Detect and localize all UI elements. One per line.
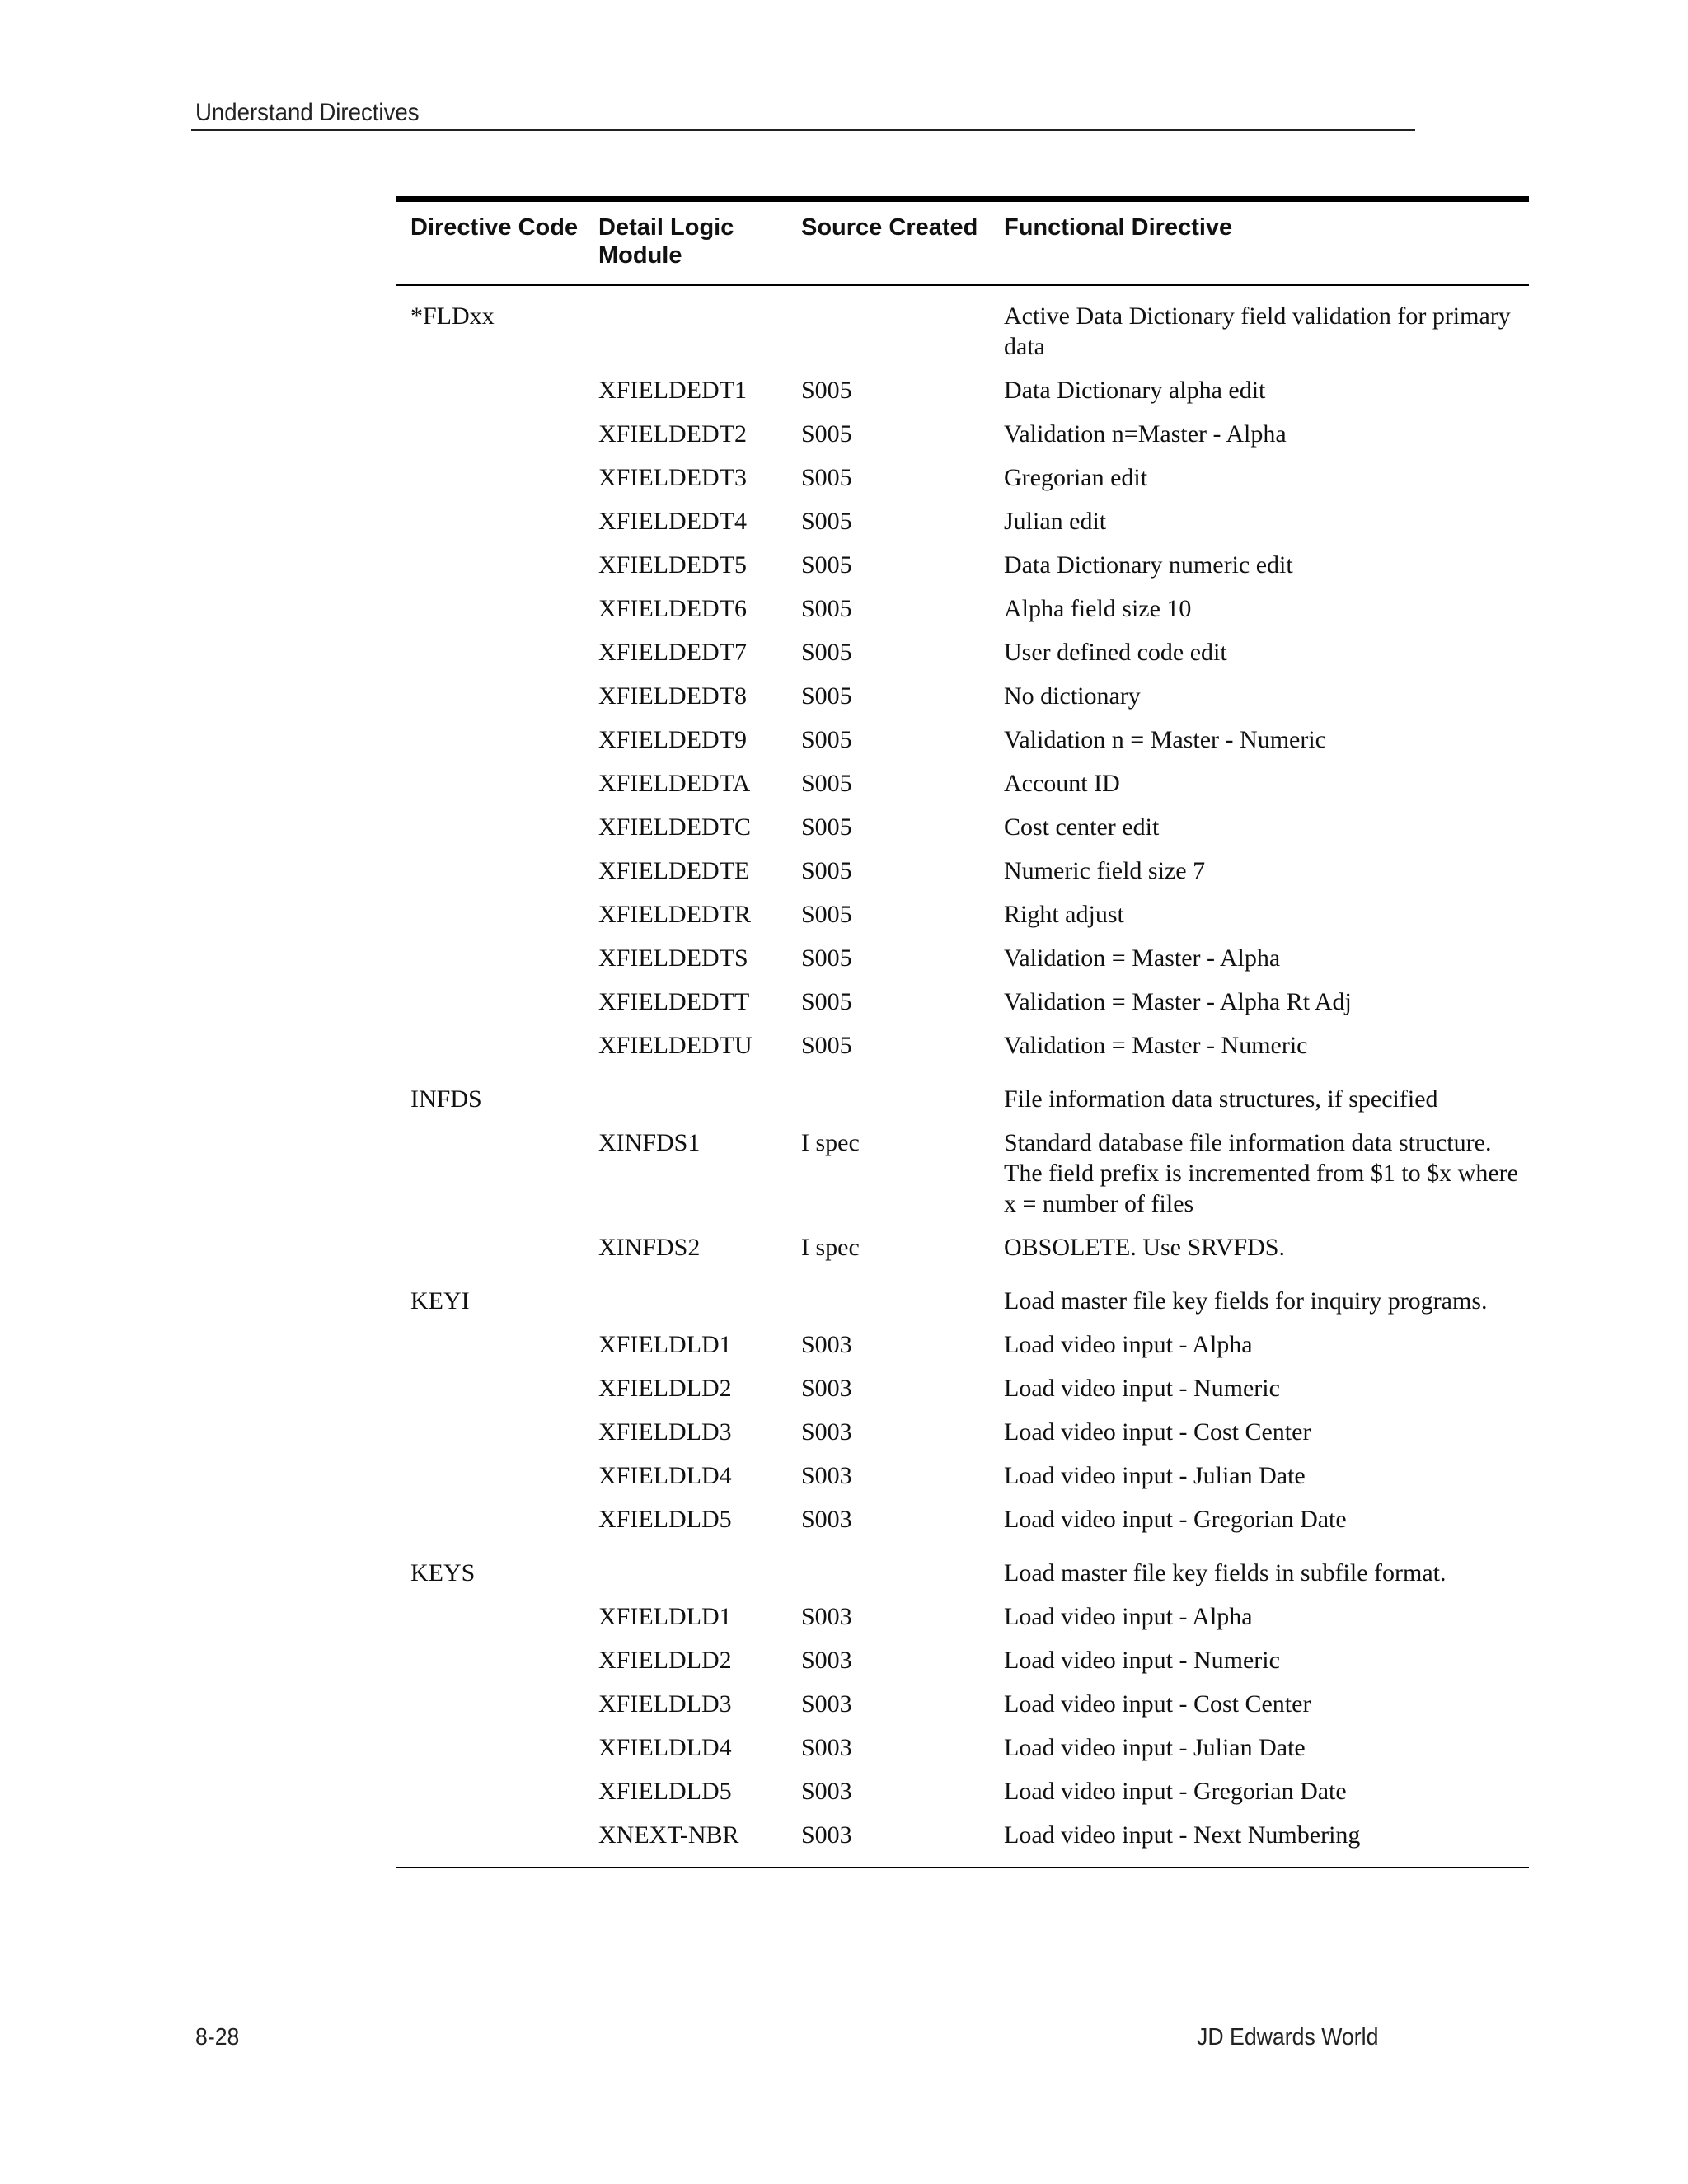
table-row xyxy=(396,1024,1529,1067)
table-row xyxy=(396,1323,1529,1366)
table-body xyxy=(396,286,1529,1857)
table-row xyxy=(396,1813,1529,1857)
cell-functional-directive: Active Data Dictionary field validation for primary data xyxy=(1004,302,1511,360)
cell-functional-directive: OBSOLETE. Use SRVFDS. xyxy=(1004,1234,1285,1261)
column-header-source-created: Source Created xyxy=(801,214,978,241)
cell-detail-logic-module: XFIELDEDT2 xyxy=(598,420,747,448)
cell-functional-directive: Right adjust xyxy=(1004,901,1124,928)
cell-detail-logic-module: XFIELDLD2 xyxy=(598,1647,732,1674)
cell-directive-code xyxy=(396,1732,598,1763)
cell-detail-logic-module: XFIELDEDT9 xyxy=(598,726,747,753)
cell-source-created: S003 xyxy=(801,1418,852,1446)
cell-functional-directive: Load video input - Cost Center xyxy=(1004,1418,1311,1446)
cell-source-created: S005 xyxy=(801,508,852,535)
cell-directive-code xyxy=(396,1373,598,1404)
cell-directive-code xyxy=(396,375,598,405)
cell-source-created: I spec xyxy=(801,1234,860,1261)
cell-functional-directive: Account ID xyxy=(1004,770,1120,797)
cell-directive-code xyxy=(396,462,598,493)
cell-functional-directive: Data Dictionary alpha edit xyxy=(1004,377,1266,404)
cell-source-created: S005 xyxy=(801,464,852,491)
cell-directive-code xyxy=(396,1417,598,1447)
cell-detail-logic-module: XFIELDEDT8 xyxy=(598,682,747,710)
cell-directive-code: KEYI xyxy=(410,1287,470,1315)
cell-detail-logic-module: XFIELDEDTS xyxy=(598,944,748,972)
table-row xyxy=(396,1682,1529,1726)
cell-detail-logic-module: XFIELDEDT5 xyxy=(598,551,747,579)
table-row xyxy=(396,1769,1529,1813)
table-row xyxy=(396,805,1529,849)
cell-detail-logic-module: XFIELDLD3 xyxy=(598,1418,732,1446)
cell-directive-code xyxy=(396,637,598,668)
cell-functional-directive: Load video input - Alpha xyxy=(1004,1331,1253,1358)
cell-directive-code xyxy=(396,1460,598,1491)
cell-directive-code xyxy=(396,812,598,842)
column-header-functional-directive: Functional Directive xyxy=(1004,214,1233,241)
cell-detail-logic-module xyxy=(598,1558,801,1588)
cell-source-created: S005 xyxy=(801,770,852,797)
cell-directive-code: KEYS xyxy=(410,1559,476,1586)
cell-source-created: S003 xyxy=(801,1331,852,1358)
cell-directive-code xyxy=(396,1820,598,1850)
table-row xyxy=(396,1269,1529,1323)
table-row xyxy=(396,849,1529,893)
cell-source-created: S005 xyxy=(801,420,852,448)
cell-detail-logic-module: XFIELDLD5 xyxy=(598,1778,732,1805)
cell-directive-code xyxy=(396,1127,598,1219)
cell-source-created: S005 xyxy=(801,377,852,404)
cell-detail-logic-module: XFIELDEDT6 xyxy=(598,595,747,622)
table-row xyxy=(396,1726,1529,1769)
cell-detail-logic-module: XFIELDEDTR xyxy=(598,901,751,928)
cell-detail-logic-module xyxy=(598,1286,801,1316)
cell-functional-directive: Load video input - Gregorian Date xyxy=(1004,1778,1347,1805)
cell-detail-logic-module: XFIELDLD4 xyxy=(598,1734,732,1761)
cell-source-created: S003 xyxy=(801,1734,852,1761)
cell-directive-code xyxy=(396,943,598,973)
cell-directive-code xyxy=(396,550,598,580)
cell-detail-logic-module: XINFDS2 xyxy=(598,1234,701,1261)
cell-source-created: S003 xyxy=(801,1690,852,1718)
cell-functional-directive: Alpha field size 10 xyxy=(1004,595,1192,622)
cell-source-created: S005 xyxy=(801,639,852,666)
cell-directive-code xyxy=(396,419,598,449)
page-number: 8-28 xyxy=(195,2024,240,2050)
cell-source-created: S005 xyxy=(801,901,852,928)
cell-source-created xyxy=(801,1286,1004,1316)
cell-directive-code xyxy=(396,1232,598,1263)
table-row xyxy=(396,980,1529,1024)
cell-source-created: S003 xyxy=(801,1375,852,1402)
cell-source-created: S005 xyxy=(801,682,852,710)
cell-source-created: S005 xyxy=(801,988,852,1015)
cell-functional-directive: Numeric field size 7 xyxy=(1004,857,1206,884)
cell-functional-directive: Load master file key fields in subfile format. xyxy=(1004,1559,1447,1586)
cell-detail-logic-module: XFIELDEDTA xyxy=(598,770,751,797)
cell-directive-code xyxy=(396,768,598,799)
cell-directive-code xyxy=(396,506,598,537)
cell-functional-directive: Cost center edit xyxy=(1004,813,1160,841)
cell-detail-logic-module: XFIELDLD4 xyxy=(598,1462,732,1489)
cell-directive-code: INFDS xyxy=(410,1085,482,1113)
cell-detail-logic-module xyxy=(598,1084,801,1114)
cell-detail-logic-module: XFIELDEDT4 xyxy=(598,508,747,535)
cell-detail-logic-module: XFIELDEDT1 xyxy=(598,377,747,404)
cell-functional-directive: Validation n=Master - Alpha xyxy=(1004,420,1287,448)
cell-detail-logic-module: XFIELDEDTU xyxy=(598,1032,753,1059)
cell-source-created: S003 xyxy=(801,1506,852,1533)
cell-source-created: I spec xyxy=(801,1129,860,1156)
table-row xyxy=(396,1410,1529,1454)
table-row xyxy=(396,1595,1529,1638)
cell-directive-code xyxy=(396,855,598,886)
table-header-row xyxy=(396,202,1529,284)
cell-directive-code xyxy=(396,724,598,755)
cell-detail-logic-module xyxy=(598,301,801,362)
cell-functional-directive: Load video input - Numeric xyxy=(1004,1647,1280,1674)
cell-functional-directive: Gregorian edit xyxy=(1004,464,1148,491)
running-header-title: Understand Directives xyxy=(195,99,420,126)
table-row xyxy=(396,1226,1529,1269)
cell-directive-code xyxy=(396,1689,598,1719)
cell-source-created: S005 xyxy=(801,595,852,622)
table-row xyxy=(396,1497,1529,1541)
cell-source-created: S003 xyxy=(801,1603,852,1630)
cell-functional-directive: Validation n = Master - Numeric xyxy=(1004,726,1326,753)
cell-detail-logic-module: XFIELDLD1 xyxy=(598,1331,732,1358)
cell-detail-logic-module: XNEXT-NBR xyxy=(598,1821,739,1849)
cell-source-created: S003 xyxy=(801,1647,852,1674)
cell-functional-directive: No dictionary xyxy=(1004,682,1141,710)
cell-detail-logic-module: XFIELDEDTC xyxy=(598,813,751,841)
cell-functional-directive: Validation = Master - Alpha Rt Adj xyxy=(1004,988,1352,1015)
cell-detail-logic-module: XFIELDLD5 xyxy=(598,1506,732,1533)
cell-directive-code xyxy=(396,899,598,930)
table-row xyxy=(396,587,1529,630)
table-row xyxy=(396,718,1529,762)
header-rule xyxy=(191,129,1415,131)
table-bottom-rule xyxy=(396,1867,1529,1868)
cell-source-created: S005 xyxy=(801,944,852,972)
cell-source-created: S003 xyxy=(801,1778,852,1805)
cell-detail-logic-module: XFIELDEDTT xyxy=(598,988,750,1015)
column-header-detail-logic-module: Detail Logic Module xyxy=(598,214,734,269)
cell-functional-directive: User defined code edit xyxy=(1004,639,1227,666)
table-row xyxy=(396,674,1529,718)
table-row xyxy=(396,412,1529,456)
cell-directive-code xyxy=(396,1776,598,1807)
table-row xyxy=(396,762,1529,805)
cell-directive-code xyxy=(396,1030,598,1061)
cell-functional-directive: Validation = Master - Numeric xyxy=(1004,1032,1308,1059)
table-row xyxy=(396,1067,1529,1121)
table-row xyxy=(396,893,1529,936)
cell-source-created: S005 xyxy=(801,726,852,753)
cell-directive-code xyxy=(396,1504,598,1535)
cell-functional-directive: Validation = Master - Alpha xyxy=(1004,944,1281,972)
cell-detail-logic-module: XFIELDLD3 xyxy=(598,1690,732,1718)
cell-source-created: S005 xyxy=(801,1032,852,1059)
cell-detail-logic-module: XINFDS1 xyxy=(598,1129,701,1156)
cell-functional-directive: Data Dictionary numeric edit xyxy=(1004,551,1293,579)
table-row xyxy=(396,456,1529,499)
cell-functional-directive: Julian edit xyxy=(1004,508,1107,535)
cell-directive-code xyxy=(396,681,598,711)
table-row xyxy=(396,630,1529,674)
cell-functional-directive: Load video input - Julian Date xyxy=(1004,1734,1306,1761)
cell-directive-code xyxy=(396,593,598,624)
table-top-rule xyxy=(396,196,1529,202)
cell-detail-logic-module: XFIELDEDTE xyxy=(598,857,750,884)
cell-source-created: S005 xyxy=(801,813,852,841)
footer-product-name: JD Edwards World xyxy=(1197,2024,1379,2050)
cell-detail-logic-module: XFIELDEDT3 xyxy=(598,464,747,491)
column-header-directive-code: Directive Code xyxy=(410,214,579,241)
cell-source-created xyxy=(801,301,1004,362)
cell-directive-code: *FLDxx xyxy=(410,302,495,330)
cell-source-created: S005 xyxy=(801,857,852,884)
table-row xyxy=(396,1638,1529,1682)
cell-source-created xyxy=(801,1558,1004,1588)
directive-table xyxy=(396,196,1529,1868)
table-row xyxy=(396,543,1529,587)
cell-functional-directive: Load video input - Gregorian Date xyxy=(1004,1506,1347,1533)
cell-source-created: S003 xyxy=(801,1821,852,1849)
table-row xyxy=(396,1366,1529,1410)
table-row xyxy=(396,936,1529,980)
cell-detail-logic-module: XFIELDLD2 xyxy=(598,1375,732,1402)
cell-source-created: S003 xyxy=(801,1462,852,1489)
cell-functional-directive: Load video input - Next Numbering xyxy=(1004,1821,1361,1849)
cell-directive-code xyxy=(396,987,598,1017)
cell-functional-directive: Load video input - Numeric xyxy=(1004,1375,1280,1402)
cell-detail-logic-module: XFIELDLD1 xyxy=(598,1603,732,1630)
cell-source-created: S005 xyxy=(801,551,852,579)
table-row xyxy=(396,1454,1529,1497)
table-row xyxy=(396,499,1529,543)
table-row xyxy=(396,1541,1529,1595)
cell-functional-directive: Standard database file information data structure. The field prefix is incremented from $1 to $x where x = number of files xyxy=(1004,1129,1518,1217)
cell-functional-directive: Load video input - Alpha xyxy=(1004,1603,1253,1630)
cell-directive-code xyxy=(396,1329,598,1360)
table-row xyxy=(396,1121,1529,1226)
table-row xyxy=(396,368,1529,412)
cell-functional-directive: Load video input - Cost Center xyxy=(1004,1690,1311,1718)
cell-source-created xyxy=(801,1084,1004,1114)
cell-directive-code xyxy=(396,1601,598,1632)
cell-detail-logic-module: XFIELDEDT7 xyxy=(598,639,747,666)
cell-functional-directive: Load master file key fields for inquiry programs. xyxy=(1004,1287,1488,1315)
cell-functional-directive: File information data structures, if specified xyxy=(1004,1085,1438,1113)
cell-functional-directive: Load video input - Julian Date xyxy=(1004,1462,1306,1489)
table-row xyxy=(396,294,1529,368)
cell-directive-code xyxy=(396,1645,598,1675)
